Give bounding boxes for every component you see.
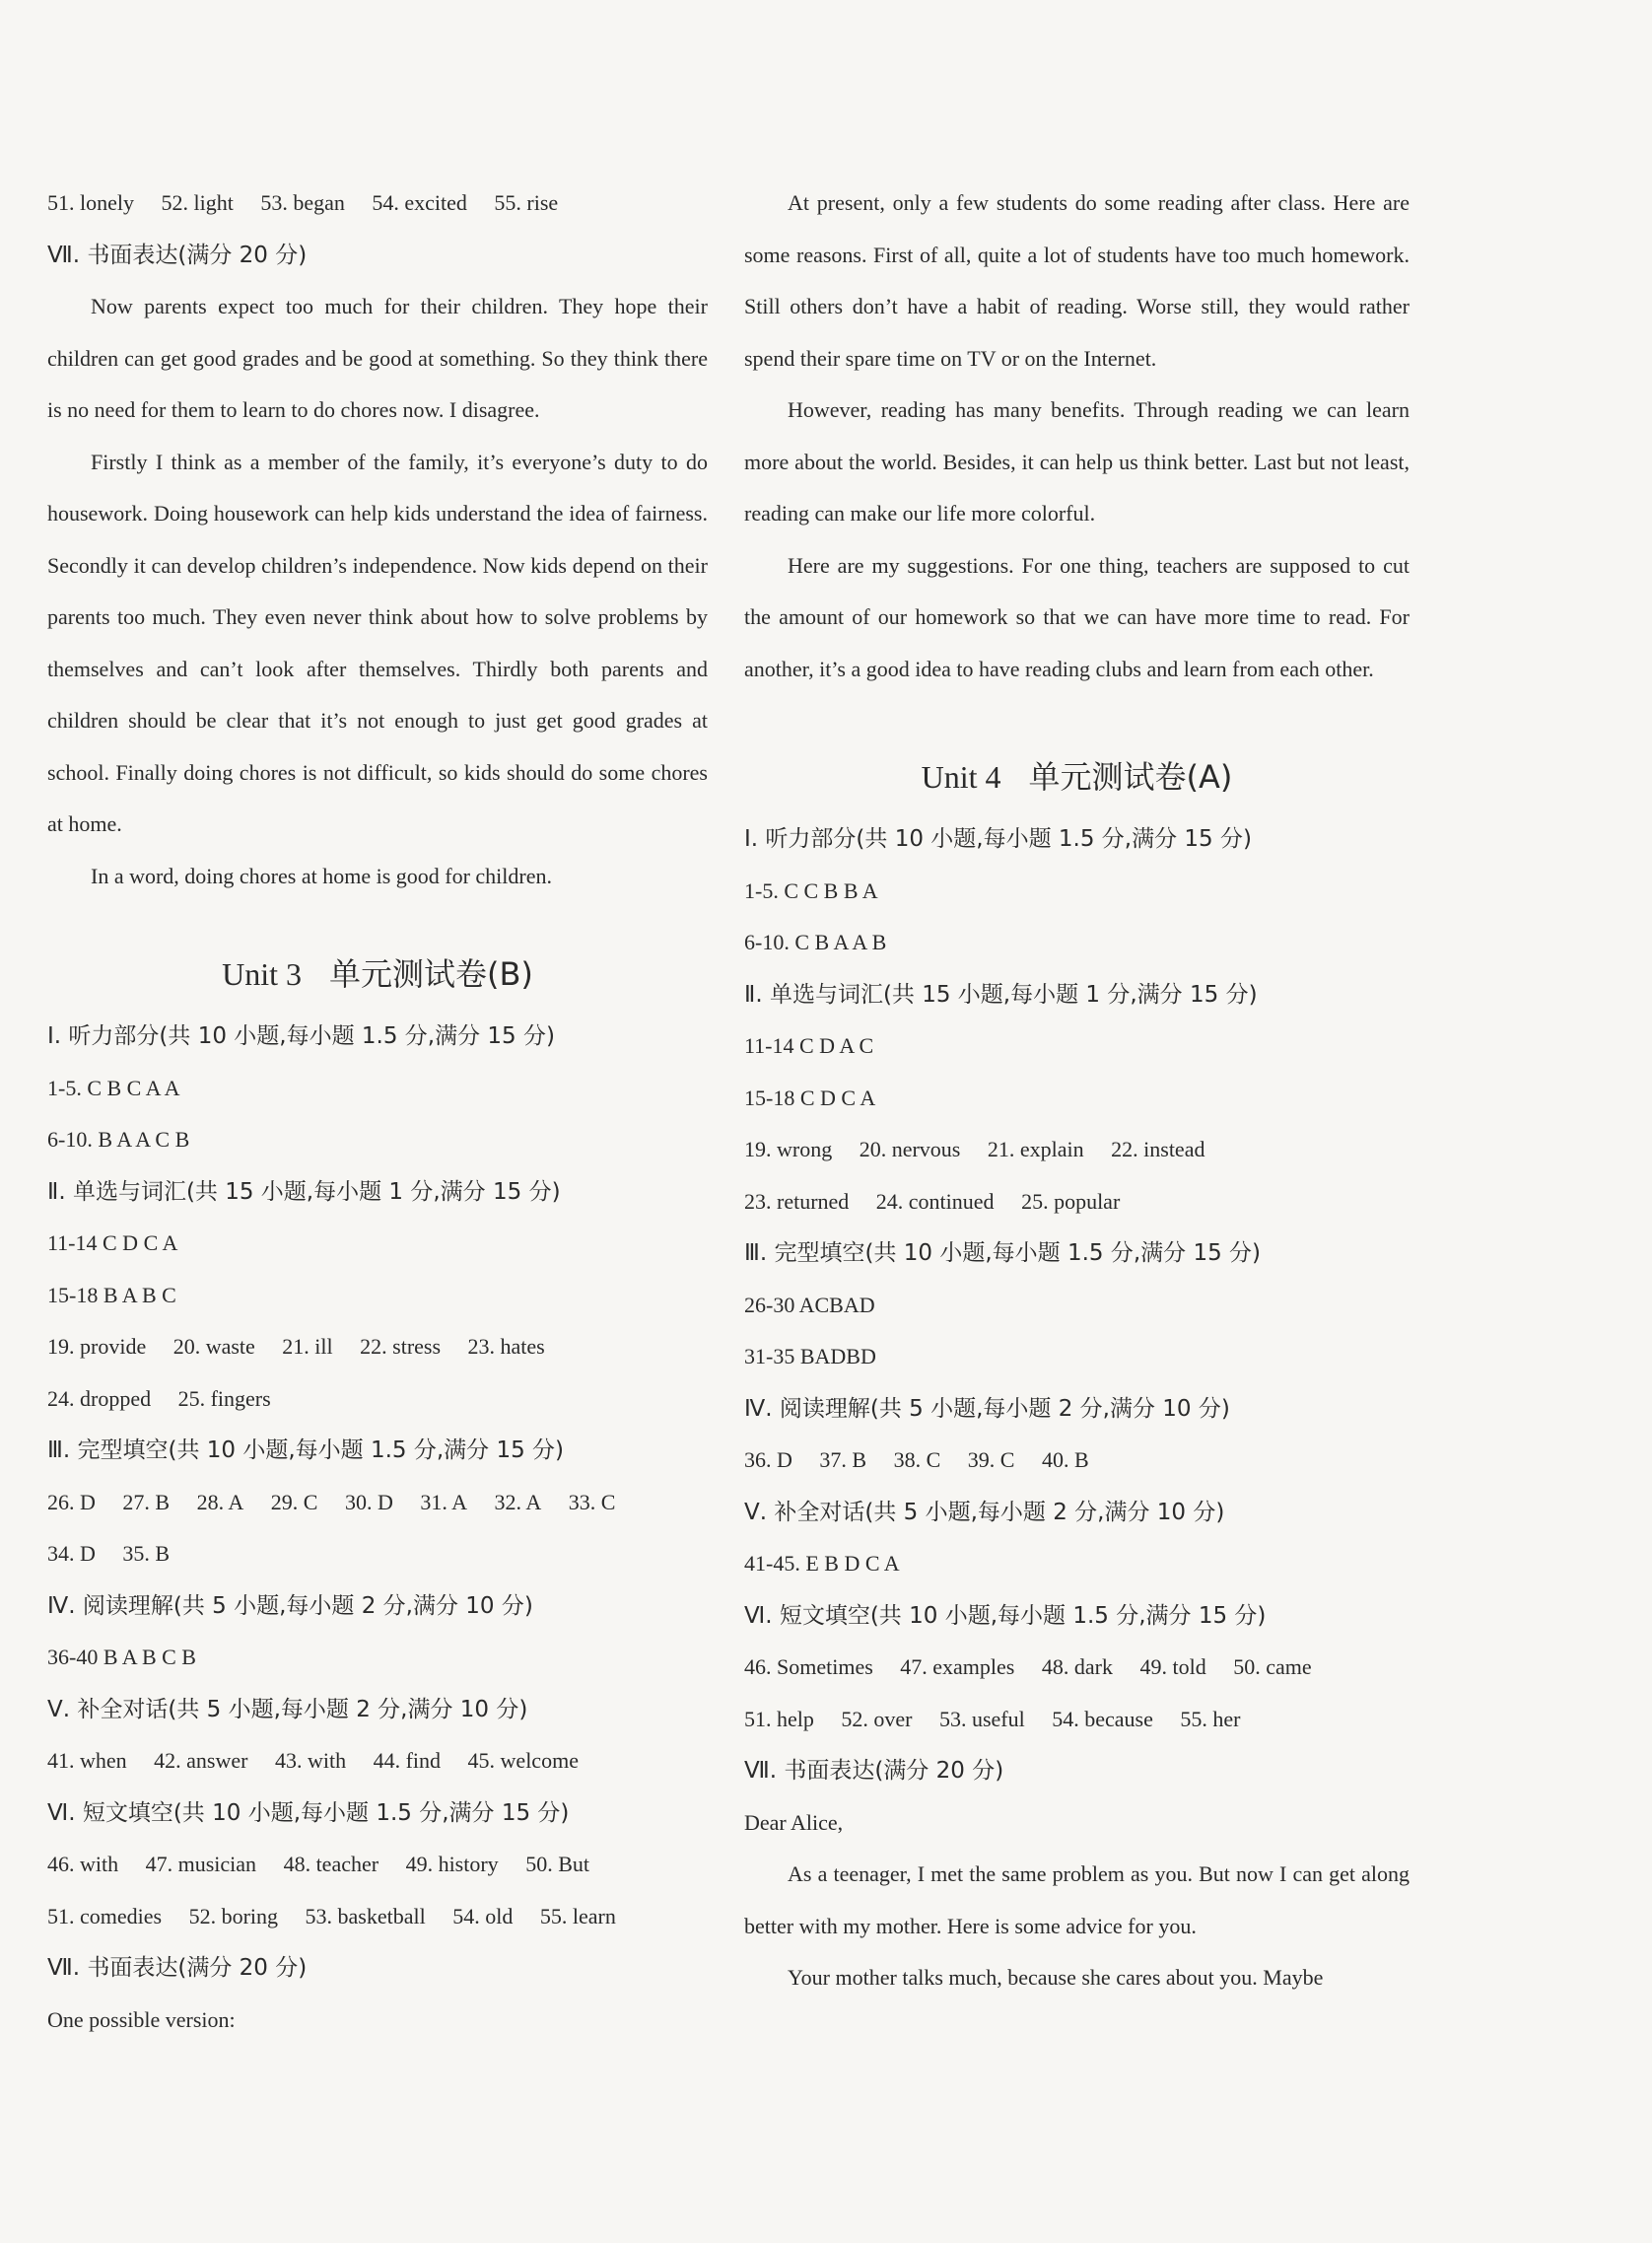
left-column <box>47 177 708 2046</box>
answer-item: 54. excited <box>372 190 467 215</box>
answer-row: 36-40 B A B C B <box>47 1645 196 1669</box>
letter-paragraph: As a teenager, I met the same problem as you. But now I can get along better with my mother. Here is some advice for you. <box>744 1861 1410 1938</box>
answer-row: 19. wrong 20. nervous 21. explain 22. instead <box>744 1137 1205 1161</box>
answer-row: 24. dropped 25. fingers <box>47 1385 271 1411</box>
answer-item: 51. lonely <box>47 190 134 215</box>
section-header: Ⅵ. 短文填空(共 10 小题,每小题 1.5 分,满分 15 分) <box>47 1799 570 1826</box>
essay-paragraph: At present, only a few students do some reading after class. Here are some reasons. First of all, quite a lot of students have too much homework. Still others don’t have a habit of reading. Worse still, they would rather spend their spare time on TV or on the Internet. <box>744 190 1410 371</box>
section-header: Ⅲ. 完型填空(共 10 小题,每小题 1.5 分,满分 15 分) <box>47 1437 565 1463</box>
section-header: Ⅴ. 补全对话(共 5 小题,每小题 2 分,满分 10 分) <box>744 1499 1225 1525</box>
letter-salutation: Dear Alice, <box>744 1809 844 1835</box>
section-header: Ⅵ. 短文填空(共 10 小题,每小题 1.5 分,满分 15 分) <box>744 1602 1267 1629</box>
answer-row: 26. D 27. B 28. A 29. C 30. D 31. A 32. A 33. C <box>47 1489 616 1514</box>
answer-row: 41. when 42. answer 43. with 44. find 45. welcome <box>47 1748 579 1773</box>
essay-paragraph: However, reading has many benefits. Through reading we can learn more about the world. Besides, it can help us think better. Last but not least, reading can make our life more colorful. <box>744 397 1410 526</box>
answer-row: 1-5. C B C A A <box>47 1075 180 1100</box>
section-header: Ⅱ. 单选与词汇(共 15 小题,每小题 1 分,满分 15 分) <box>744 981 1258 1008</box>
answer-item: 53. began <box>260 190 345 215</box>
section-header: Ⅳ. 阅读理解(共 5 小题,每小题 2 分,满分 10 分) <box>744 1395 1230 1422</box>
answer-row: 51. help 52. over 53. useful 54. because 55. her <box>744 1706 1241 1731</box>
unit-title: Unit 4 单元测试卷(A) <box>921 758 1233 796</box>
section-header: Ⅶ. 书面表达(满分 20 分) <box>47 242 308 268</box>
answer-item: 52. light <box>161 190 234 215</box>
essay-paragraph: Now parents expect too much for their children. They hope their children can get good grades and be good at something. So they think there is no need for them to learn to do chores now. I disagree. <box>47 294 708 422</box>
answer-row: 15-18 C D C A <box>744 1085 876 1110</box>
section-header: Ⅰ. 听力部分(共 10 小题,每小题 1.5 分,满分 15 分) <box>47 1023 555 1049</box>
unit-title: Unit 3 单元测试卷(B) <box>222 955 533 993</box>
answer-row: 26-30 ACBAD <box>744 1292 875 1317</box>
section-header: Ⅶ. 书面表达(满分 20 分) <box>744 1758 1004 1784</box>
section-header: Ⅰ. 听力部分(共 10 小题,每小题 1.5 分,满分 15 分) <box>744 826 1252 852</box>
right-column <box>744 177 1410 2004</box>
section-header: Ⅲ. 完型填空(共 10 小题,每小题 1.5 分,满分 15 分) <box>744 1240 1262 1266</box>
essay-paragraph: Here are my suggestions. For one thing, teachers are supposed to cut the amount of our homework so that we can have more time to read. For another, it’s a good idea to have reading clubs and learn from each other. <box>744 552 1410 681</box>
answer-row: 31-35 BADBD <box>744 1344 876 1368</box>
answer-row: 6-10. B A A C B <box>47 1127 190 1152</box>
letter-paragraph: Your mother talks much, because she cares about you. Maybe <box>788 1965 1324 1990</box>
answer-row: 11-14 C D A C <box>744 1033 874 1058</box>
answer-row: 46. with 47. musician 48. teacher 49. history 50. But <box>47 1852 589 1876</box>
section-header: Ⅶ. 书面表达(满分 20 分) <box>47 1955 308 1981</box>
answer-row: 19. provide 20. waste 21. ill 22. stress 23. hates <box>47 1334 545 1359</box>
essay-intro: One possible version: <box>47 2006 236 2032</box>
answer-item: 55. rise <box>494 190 559 215</box>
answer-row: 15-18 B A B C <box>47 1282 176 1307</box>
answer-row: 1-5. C C B B A <box>744 877 878 903</box>
section-header: Ⅴ. 补全对话(共 5 小题,每小题 2 分,满分 10 分) <box>47 1696 528 1722</box>
answer-row: 23. returned 24. continued 25. popular <box>744 1188 1121 1214</box>
answer-row: 41-45. E B D C A <box>744 1551 900 1576</box>
section-header: Ⅱ. 单选与词汇(共 15 小题,每小题 1 分,满分 15 分) <box>47 1178 561 1205</box>
answer-row: 6-10. C B A A B <box>744 930 887 954</box>
essay-paragraph: In a word, doing chores at home is good for children. <box>91 863 552 888</box>
section-header: Ⅳ. 阅读理解(共 5 小题,每小题 2 分,满分 10 分) <box>47 1592 533 1619</box>
answer-row <box>47 177 708 230</box>
answer-row: 51. comedies 52. boring 53. basketball 54. old 55. learn <box>47 1903 616 1928</box>
answer-row: 11-14 C D C A <box>47 1230 178 1255</box>
answer-row: 34. D 35. B <box>47 1541 171 1566</box>
answer-row: 46. Sometimes 47. examples 48. dark 49. told 50. came <box>744 1654 1312 1679</box>
essay-paragraph: Firstly I think as a member of the family, it’s everyone’s duty to do housework. Doing housework can help kids understand the idea of fairness. Secondly it can develop children’s independence. Now kids depend on their parents too much. They even never think about how to solve problems by themselves and can’t look after themselves. Thirdly both parents and children should be clear that it’s not enough to just get good grades at school. Finally doing chores is not difficult, so kids should do some chores at home. <box>47 449 708 836</box>
answer-row: 36. D 37. B 38. C 39. C 40. B <box>744 1447 1089 1472</box>
